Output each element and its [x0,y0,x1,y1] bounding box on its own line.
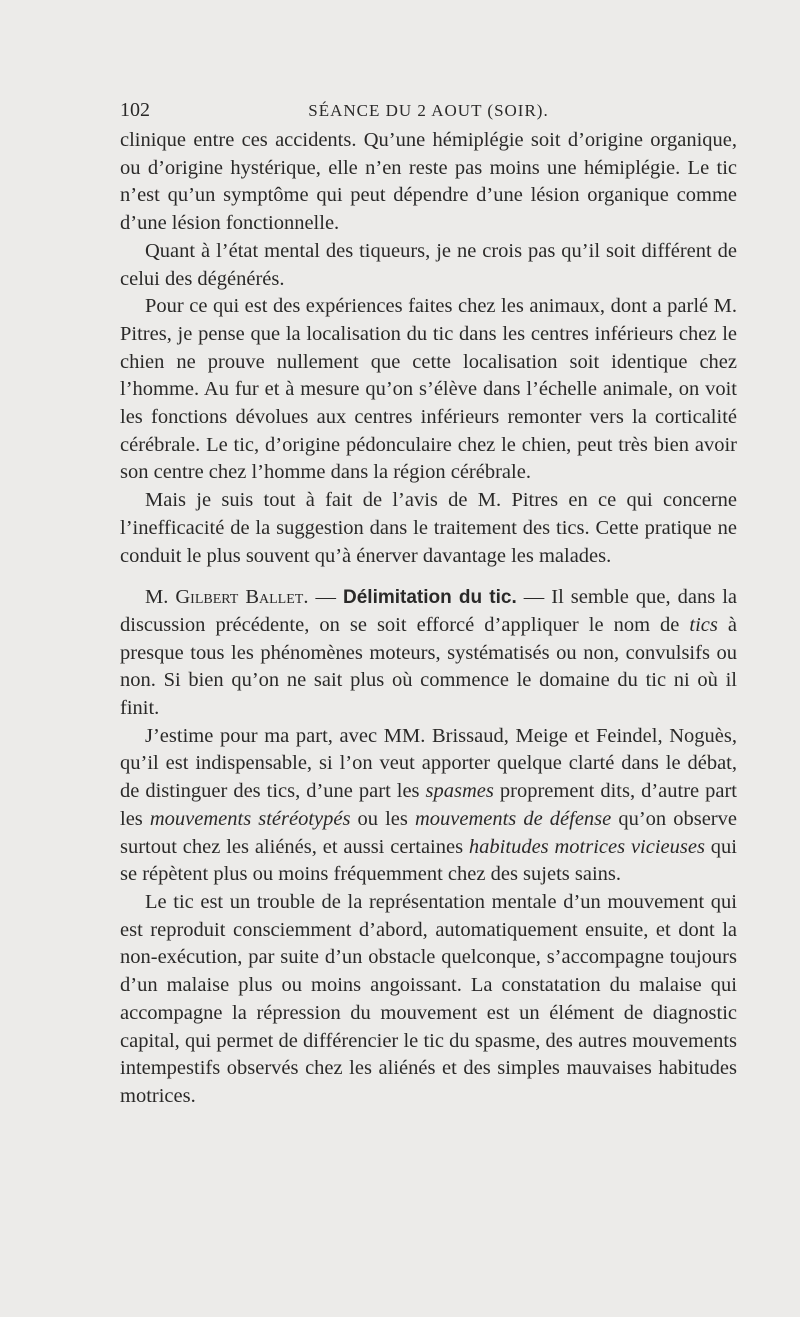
emphasis-spasmes: spasmes [425,780,494,803]
paragraph-5-text-a: Il semble que, dans la discussion précédente, on se soit efforcé d’appliquer le nom de [120,586,738,636]
heading-separator: — [516,586,552,609]
paragraph-3: Pour ce qui est des expériences faites chez les animaux, dont a parlé M. Pitres, je pense que la localisation du tic dans les centres inférieurs chez le chien ne prouve nullement que cette localisation soit identique chez l’homme. Au fur et à mesure qu’on s’élève dans l’échelle animale, on voit les fonctions dévolues aux centres inférieurs remonter vers la corticalité cérébrale. Le tic, d’origine pédonculaire chez le chien, peut très bien avoir son centre chez l’homme dans la région cérébrale. [120,295,737,484]
page-header [120,99,737,125]
paragraph-6-text-b: proprement dits, d’autre part les [120,780,738,830]
paragraph-1: clinique entre ces accidents. Qu’une hémiplégie soit d’origine organique, ou d’origine hystérique, elle n’en reste pas moins une hémiplégie. Le tic n’est qu’un symptôme qui peut dépendre d’une lésion organique comme d’une lésion fonctionnelle. [120,129,737,235]
paragraph-6-text-a: J’estime pour ma part, avec MM. Brissaud, Meige et Feindel, Noguès, qu’il est indispensable, si l’on veut apporter quelque clarté dans le débat, de distinguer des tics, d’une part les [120,724,737,803]
paragraph-6-text-c: ou les [350,807,415,830]
paragraph-5 [120,584,737,723]
speaker-name: Gilbert Ballet [175,586,304,609]
paragraph-6-text-e: qui se répètent plus ou moins fréquemment chez des sujets sains. [120,835,737,886]
paragraph-6-text-d: qu’on observe surtout chez les aliénés, et aussi certaines [120,807,737,858]
running-title: SÉANCE DU 2 AOUT (SOIR). [308,101,549,120]
body-text [120,127,737,1111]
speaker-separator: . — [303,586,343,609]
paragraph-4: Mais je suis tout à fait de l’avis de M. Pitres en ce qui concerne l’inefficacité de la suggestion dans le traitement des tics. Cette pratique ne conduit le plus souvent qu’à énerver davantage les malades. [120,489,737,567]
page-number: 102 [120,99,150,121]
section-heading: Délimitation du tic. [343,587,517,609]
paragraph-5-text-b: à presque tous les phénomènes moteurs, systématisés ou non, convulsifs ou non. Si bien qu’on ne sait plus où commence le domaine du tic ni où il finit. [120,613,737,720]
emphasis-habitudes-motrices: habitudes motrices vicieuses [468,835,705,858]
paragraph-2: Quant à l’état mental des tiqueurs, je ne crois pas qu’il soit différent de celui des dégénérés. [120,239,737,290]
emphasis-tics: tics [689,613,718,636]
paragraph-6 [120,723,737,889]
emphasis-mouvements-de-defense: mouvements de défense [414,807,612,830]
paragraph-7: Le tic est un trouble de la représentation mentale d’un mouvement qui est reproduit consciemment d’abord, automatiquement ensuite, et dont la non-exécution, par suite d’un obstacle quelconque, s’accompagne toujours d’un malaise plus ou moins angoissant. La constatation du malaise qui accompagne la répression du mouvement est un élément de diagnostic capital, qui permet de différencier le tic du spasme, des autres mouvements intempestifs observés chez les aliénés et des simples mauvaises habitudes motrices. [120,890,737,1107]
speaker-prefix: M. [145,586,176,609]
emphasis-mouvements-stereotypes: mouvements stéréotypés [149,807,351,830]
